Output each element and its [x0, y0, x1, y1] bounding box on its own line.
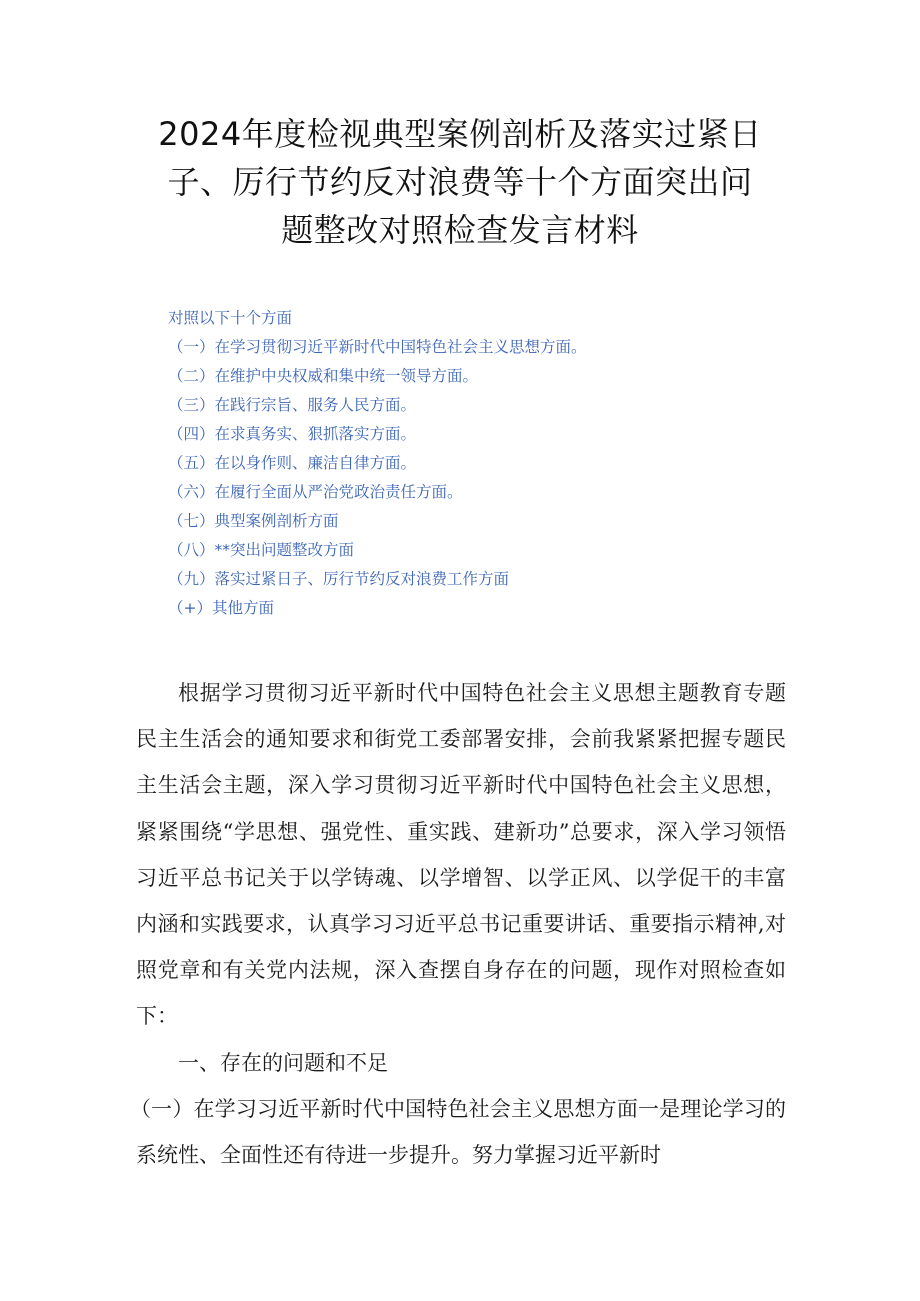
toc-item-2[interactable]: （二）在维护中央权威和集中统一领导方面。	[168, 367, 479, 385]
title-line: 2024年度检视典型案例剖析及落实过紧日	[158, 115, 762, 153]
toc-item-7[interactable]: （七）典型案例剖析方面	[168, 512, 339, 530]
document-title	[120, 110, 800, 254]
body-content	[130, 670, 786, 1178]
table-of-contents	[168, 304, 808, 623]
section-heading: 一、存在的问题和不足	[178, 1050, 388, 1075]
toc-item-3[interactable]: （三）在践行宗旨、服务人民方面。	[168, 396, 417, 414]
intro-paragraph: 根据学习贯彻习近平新时代中国特色社会主义思想主题教育专题民主生活会的通知要求和街党工委部署安排，会前我紧紧把握专题民主生活会主题，深入学习贯彻习近平新时代中国特色社会主义思想，紧紧围绕“学思想、强党性、重实践、建新功”总要求，深入学习领悟习近平总书记关于以学铸魂、以学增智、以学正风、以学促干的丰富内涵和实践要求，认真学习习近平总书记重要讲话、重要指示精神,对照党章和有关党内法规，深入查摆自身存在的问题，现作对照检查如下：	[136, 681, 786, 1029]
toc-item-8[interactable]: （八）**突出问题整改方面	[168, 541, 355, 559]
title-line: 题整改对照检查发言材料	[281, 211, 639, 249]
toc-list	[168, 333, 808, 623]
toc-item-9[interactable]: （九）落实过紧日子、厉行节约反对浪费工作方面	[168, 570, 510, 588]
title-line: 子、厉行节约反对浪费等十个方面突出问	[167, 163, 753, 201]
toc-item-6[interactable]: （六）在履行全面从严治党政治责任方面。	[168, 483, 463, 501]
toc-item-5[interactable]: （五）在以身作则、廉洁自律方面。	[168, 454, 417, 472]
section-paragraph: （一）在学习习近平新时代中国特色社会主义思想方面一是理论学习的系统性、全面性还有待进一步提升。努力掌握习近平新时	[130, 1096, 786, 1168]
toc-item-4[interactable]: （四）在求真务实、狠抓落实方面。	[168, 425, 417, 443]
toc-heading: 对照以下十个方面	[168, 309, 293, 327]
toc-item-10[interactable]: （+）其他方面	[168, 599, 274, 617]
toc-item-1[interactable]: （一）在学习贯彻习近平新时代中国特色社会主义思想方面。	[168, 338, 587, 356]
